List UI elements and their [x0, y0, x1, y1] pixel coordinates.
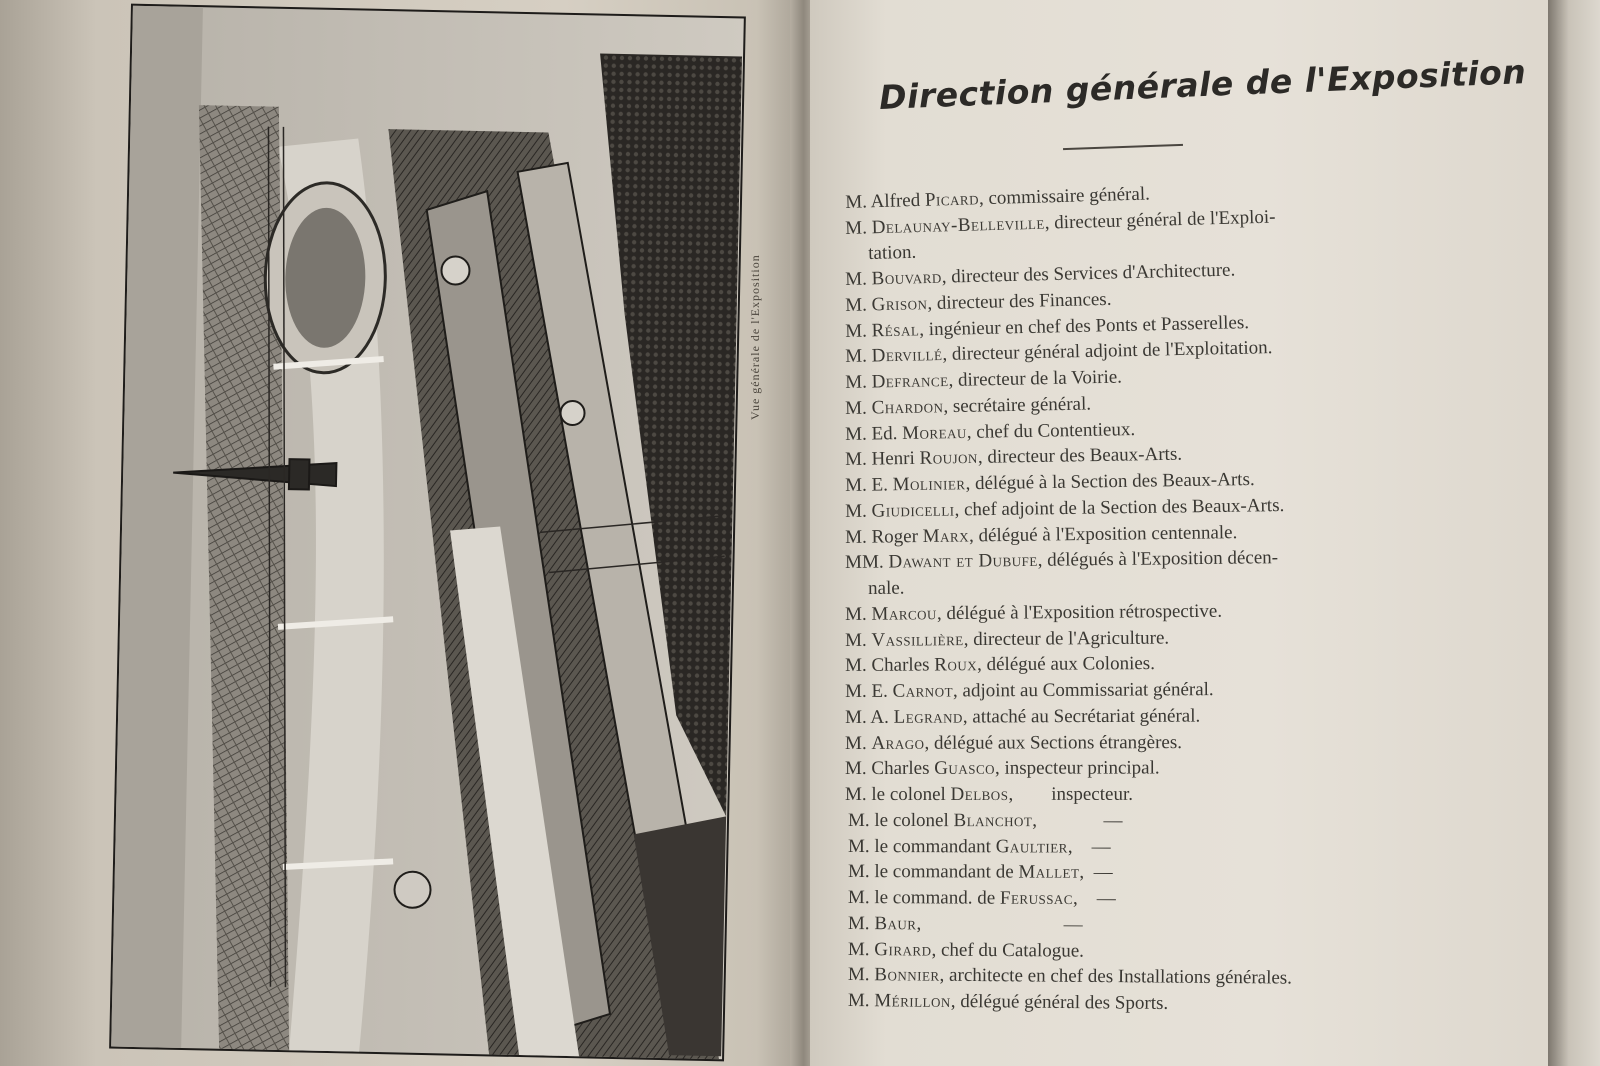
directorate-entry: [868, 578, 905, 600]
entry-prefix: M. E.: [845, 474, 893, 497]
entry-name: Girard: [874, 938, 932, 961]
entry-prefix: M. Roger: [845, 525, 923, 548]
entry-prefix: M. E.: [845, 680, 893, 703]
directorate-entry: [848, 861, 1113, 884]
entry-name: Grison: [871, 293, 928, 316]
entry-name: Dawant et Dubufe: [888, 550, 1038, 573]
entry-prefix: M.: [845, 217, 872, 239]
entry-name: Vassillière: [871, 628, 964, 651]
entry-prefix: M.: [845, 732, 872, 754]
entry-name: Defrance: [871, 370, 949, 393]
entry-prefix: M.: [847, 964, 875, 986]
directorate-entry: [845, 679, 1214, 703]
entry-name: Ferussac: [999, 887, 1074, 910]
directorate-entry: [845, 601, 1222, 626]
entry-name: Roujon: [919, 447, 979, 470]
entry-role: , délégué aux Sections étrangères.: [924, 731, 1182, 754]
entry-name: Delaunay-Belleville: [871, 212, 1046, 239]
entry-prefix: M. le commandant: [847, 835, 996, 857]
directorate-entry: [845, 732, 1182, 755]
entry-role: , chef du Catalogue.: [931, 939, 1085, 962]
directorate-entry: [848, 887, 1116, 910]
entry-name: Giudicelli: [871, 499, 955, 522]
directorate-entry: [845, 784, 1133, 806]
entry-name: Guasco: [934, 758, 996, 780]
directorate-entry: [848, 964, 1292, 990]
entry-role: nale.: [868, 577, 905, 600]
entry-role: , délégué à l'Exposition rétrospective.: [936, 600, 1223, 625]
entry-role: , —: [1072, 888, 1116, 910]
entry-name: Gaultier: [995, 835, 1068, 858]
entry-role: , délégué aux Colonies.: [977, 653, 1155, 676]
directorate-entry: [845, 627, 1169, 651]
directorate-entry: [845, 653, 1155, 677]
entry-name: Marcou: [871, 603, 937, 625]
entry-prefix: M.: [845, 371, 872, 394]
entry-prefix: M. Charles: [845, 654, 935, 677]
entry-prefix: M. Alfred: [845, 189, 926, 213]
entry-prefix: M.: [845, 320, 872, 342]
directorate-entry: [848, 836, 1111, 859]
entry-role: tation.: [868, 242, 917, 265]
entry-role: , chef du Contentieux.: [966, 418, 1136, 443]
directorate-entry: [845, 758, 1160, 780]
entry-name: Dervillé: [871, 344, 943, 367]
entry-name: Arago: [871, 732, 925, 754]
entry-prefix: M.: [847, 912, 875, 934]
entry-prefix: M. Henri: [845, 448, 920, 471]
entry-prefix: M. le commandant de: [847, 861, 1019, 883]
entry-prefix: M. A.: [845, 706, 894, 728]
entry-name: Mallet: [1018, 861, 1080, 884]
plate-caption: Vue générale de l'Exposition: [748, 254, 762, 420]
entry-role: , directeur de la Voirie.: [948, 366, 1123, 392]
directorate-entry: [845, 705, 1200, 728]
entry-name: Mérillon: [874, 990, 951, 1012]
entry-role: , délégués à l'Exposition décen-: [1037, 547, 1279, 572]
directorate-entry: [845, 393, 1091, 420]
entry-role: , directeur des Services d'Architecture.: [941, 259, 1236, 288]
entry-name: Chardon: [871, 396, 944, 419]
entry-name: Résal: [871, 319, 920, 342]
entry-name: Carnot: [892, 680, 954, 702]
entry-role: , —: [1067, 836, 1111, 858]
directorate-entry: [845, 419, 1135, 446]
entry-role: , directeur général de l'Exploi-: [1044, 206, 1276, 234]
entry-prefix: M. le command. de: [847, 887, 1000, 909]
entry-name: Delbos: [950, 784, 1009, 806]
entry-prefix: M.: [845, 500, 872, 522]
entry-role: , —: [916, 913, 1083, 936]
entry-prefix: M.: [845, 603, 872, 625]
entry-role: , délégué général des Sports.: [950, 990, 1169, 1014]
entry-role: , délégué à la Section des Beaux-Arts.: [965, 469, 1255, 495]
entry-name: Legrand: [893, 706, 963, 728]
entry-prefix: M.: [845, 268, 872, 291]
entry-name: Marx: [922, 525, 970, 547]
entry-role: , adjoint au Commissariat général.: [952, 679, 1214, 702]
entry-role: , ingénieur en chef des Ponts et Passerelles.: [919, 311, 1250, 341]
entry-prefix: M. le colonel: [845, 784, 951, 806]
entry-prefix: M. Ed.: [845, 422, 903, 445]
entry-name: Roux: [934, 654, 978, 676]
entry-role: , directeur de l'Agriculture.: [963, 627, 1170, 650]
entry-role: , inspecteur.: [1008, 783, 1133, 806]
entry-role: , —: [1079, 862, 1113, 884]
entry-role: , directeur des Beaux-Arts.: [977, 444, 1183, 469]
directorate-entry: [868, 242, 917, 265]
entry-role: , —: [1032, 809, 1123, 832]
directorate-entry: [848, 990, 1168, 1015]
entry-role: , attaché au Secrétariat général.: [962, 705, 1201, 728]
entry-role: , architecte en chef des Installations générales.: [939, 964, 1293, 989]
directorate-entry: [848, 913, 1083, 936]
directorate-entry: [845, 522, 1237, 549]
entry-name: Bouvard: [871, 266, 942, 290]
entry-role: , chef adjoint de la Section des Beaux-Arts.: [954, 494, 1285, 521]
directorate-entry: [848, 939, 1084, 963]
next-page-edge: [1548, 0, 1600, 1066]
entry-role: , directeur général adjoint de l'Exploitation.: [942, 337, 1273, 366]
entry-name: Bonnier: [874, 964, 940, 986]
entry-prefix: M.: [847, 938, 875, 960]
entry-role: , délégué à l'Exposition centennale.: [968, 521, 1238, 547]
entry-name: Baur: [874, 912, 917, 935]
entry-name: Blanchot: [953, 809, 1033, 831]
directorate-entry: [848, 810, 1123, 832]
entry-name: Picard: [924, 188, 980, 211]
entry-prefix: M.: [845, 397, 872, 419]
entry-prefix: M.: [845, 294, 872, 316]
entry-role: , inspecteur principal.: [994, 757, 1160, 780]
exposition-engraving-plate: [109, 4, 746, 1062]
entry-prefix: M.: [845, 629, 872, 651]
entry-prefix: M. le colonel: [847, 809, 954, 831]
entry-prefix: M.: [847, 990, 875, 1012]
entry-role: , directeur des Finances.: [927, 288, 1112, 315]
entry-name: Molinier: [892, 473, 966, 496]
entry-prefix: M. Charles: [845, 758, 935, 780]
entry-role: , commissaire général.: [978, 183, 1151, 210]
entry-name: Moreau: [901, 421, 968, 444]
page-heading: Direction générale de l'Exposition: [878, 52, 1527, 117]
entry-prefix: MM.: [845, 551, 889, 574]
entry-prefix: M.: [845, 345, 872, 368]
entry-role: , secrétaire général.: [943, 393, 1092, 418]
